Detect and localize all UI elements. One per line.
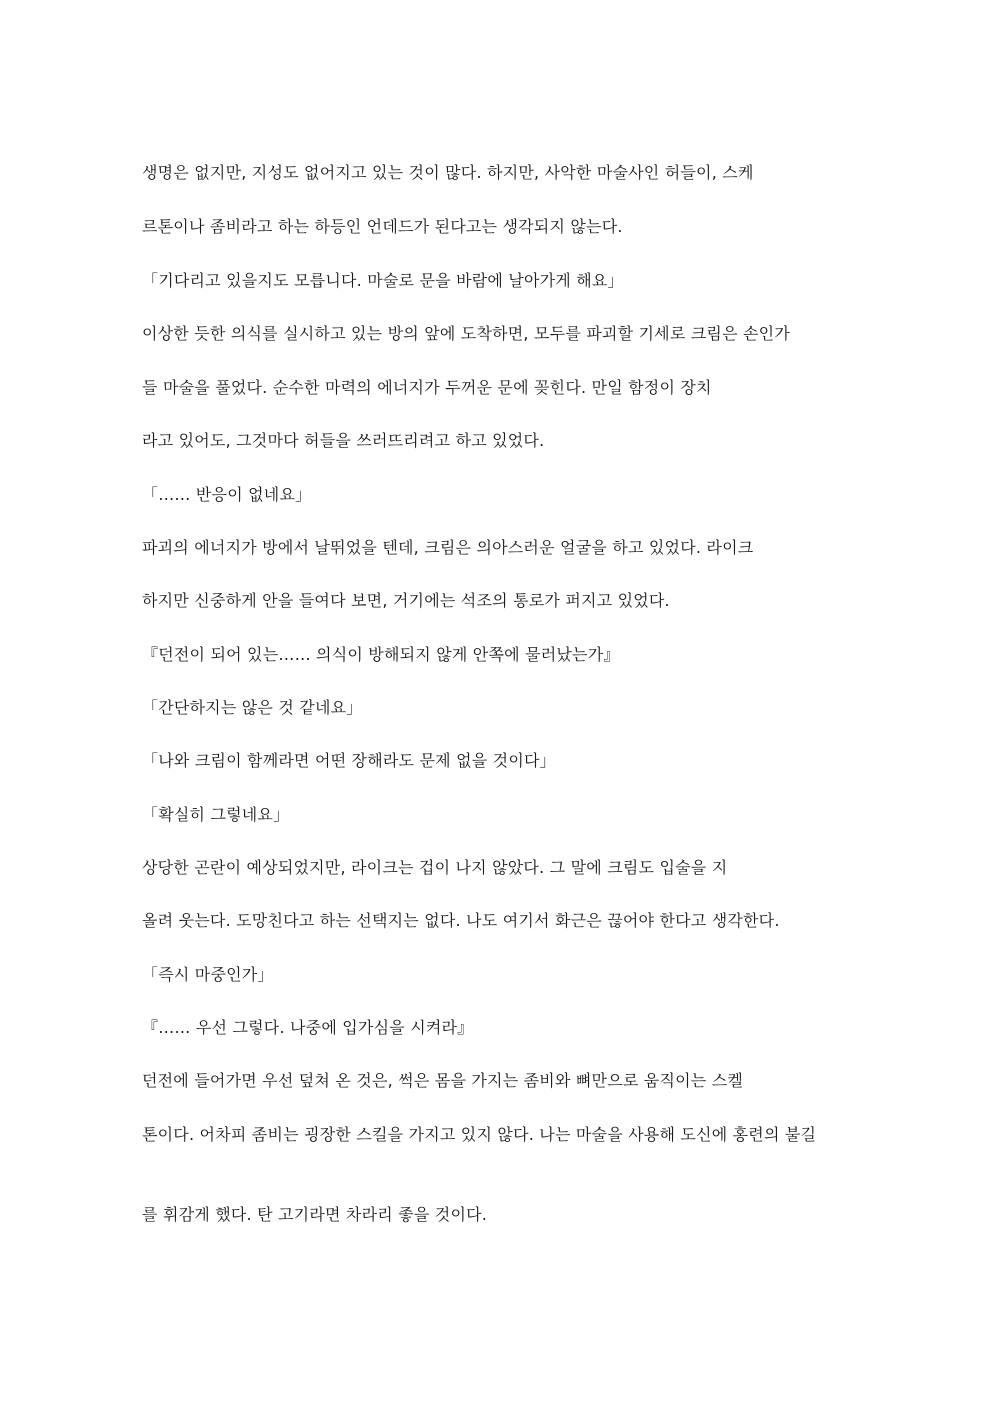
dialogue-line: 「간단하지는 않은 것 같네요」: [142, 698, 363, 717]
dialogue-line: 「…… 반응이 없네요」: [142, 485, 312, 504]
text-line: 올려 웃는다. 도망친다고 하는 선택지는 없다. 나도 여기서 화근은 끊어야 한다고 생각한다.: [142, 911, 780, 930]
text-line: 파괴의 에너지가 방에서 날뛰었을 텐데, 크림은 의아스러운 얼굴을 하고 있었다. 라이크: [142, 538, 754, 557]
text-line: 이상한 듯한 의식를 실시하고 있는 방의 앞에 도착하면, 모두를 파괴할 기세로 크림은 손인가: [142, 324, 790, 343]
dialogue-line: 『…… 우선 그렇다. 나중에 입가심을 시켜라』: [142, 1018, 474, 1037]
dialogue-line: 『던전이 되어 있는…… 의식이 방해되지 않게 안쪽에 물러났는가』: [142, 645, 620, 664]
dialogue-line: 「나와 크림이 함께라면 어떤 장해라도 문제 없을 것이다」: [142, 751, 556, 770]
text-line: 톤이다. 어차피 좀비는 굉장한 스킬을 가지고 있지 않다. 나는 마술을 사용해 도신에 홍련의 불길: [142, 1125, 817, 1144]
dialogue-line: 「즉시 마중인가」: [142, 965, 274, 984]
dialogue-line: 「확실히 그렇네요」: [142, 805, 290, 824]
text-line: 라고 있어도, 그것마다 허들을 쓰러뜨리려고 하고 있었다.: [142, 431, 545, 450]
text-line: 생명은 없지만, 지성도 없어지고 있는 것이 많다. 하지만, 사악한 마술사인 허들이, 스케: [142, 163, 754, 182]
text-line: 를 휘감게 했다. 탄 고기라면 차라리 좋을 것이다.: [142, 1205, 488, 1224]
text-line: 르톤이나 좀비라고 하는 하등인 언데드가 된다고는 생각되지 않는다.: [142, 217, 623, 236]
text-line: 들 마술을 풀었다. 순수한 마력의 에너지가 두꺼운 문에 꽂힌다. 만일 함정이 장치: [142, 378, 712, 397]
dialogue-line: 「기다리고 있을지도 모릅니다. 마술로 문을 바람에 날아가게 해요」: [142, 271, 624, 290]
text-line: 상당한 곤란이 예상되었지만, 라이크는 겁이 나지 않았다. 그 말에 크림도 입술을 지: [142, 858, 728, 877]
text-line: 하지만 신중하게 안을 들여다 보면, 거기에는 석조의 통로가 퍼지고 있었다.: [142, 591, 670, 610]
text-line: 던전에 들어가면 우선 덮쳐 온 것은, 썩은 몸을 가지는 좀비와 뼈만으로 움직이는 스켈: [142, 1071, 744, 1090]
